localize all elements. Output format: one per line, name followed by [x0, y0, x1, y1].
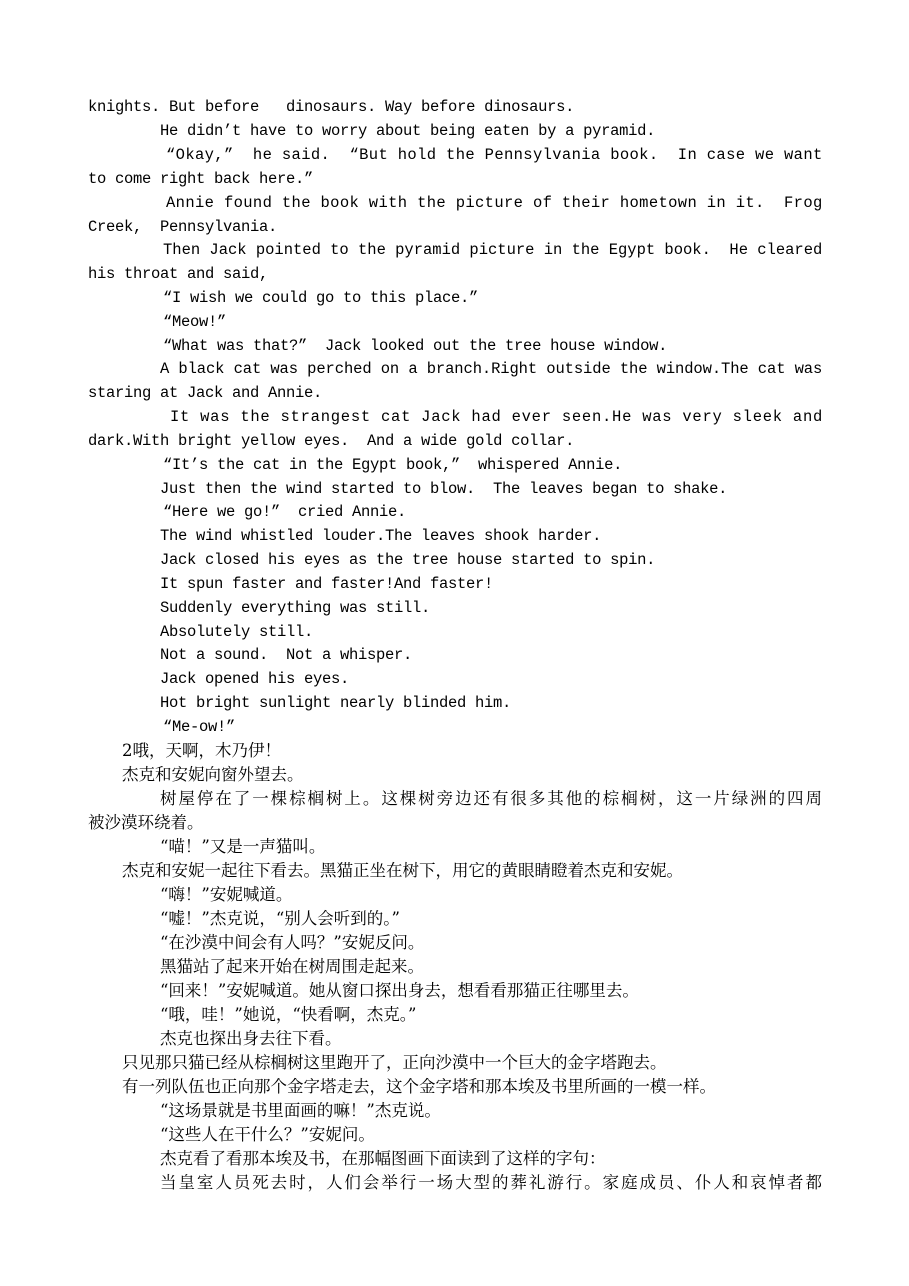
- text-line: 只见那只猫已经从棕榈树这里跑开了，正向沙漠中一个巨大的金字塔跑去。: [122, 1053, 667, 1072]
- text-line: “Meow!”: [163, 313, 227, 331]
- text-line: 有一列队伍也正向那个金字塔走去，这个金字塔和那本埃及书里所画的一模一样。: [122, 1077, 716, 1096]
- text-line: “I wish we could go to this place.”: [163, 289, 479, 307]
- text-line: Just then the wind started to blow. The leaves began to shake.: [160, 480, 728, 498]
- text-line: Jack opened his eyes.: [160, 670, 350, 688]
- text-line: He didn’t have to worry about being eaten by a pyramid.: [160, 122, 656, 140]
- text-line: “Okay,” he said. “But hold the Pennsylvania book. In case we want: [166, 146, 823, 164]
- text-line: “What was that?” Jack looked out the tree house window.: [163, 337, 668, 355]
- text-line: “嗨！”安妮喊道。: [160, 885, 293, 904]
- text-line: 杰克看了看那本埃及书，在那幅图画下面读到了这样的字句：: [160, 1149, 606, 1168]
- text-line: Not a sound. Not a whisper.: [160, 646, 413, 664]
- text-line: Jack closed his eyes as the tree house started to spin.: [160, 551, 656, 569]
- text-line: “Here we go!” cried Annie.: [163, 503, 407, 521]
- text-line: “这些人在干什么？”安妮问。: [160, 1125, 375, 1144]
- text-line: A black cat was perched on a branch.Right outside the window.The cat was: [160, 360, 823, 378]
- text-line: The wind whistled louder.The leaves shook harder.: [160, 527, 602, 545]
- text-line: staring at Jack and Annie.: [88, 384, 323, 402]
- text-line: Creek, Pennsylvania.: [88, 218, 278, 236]
- text-line: “喵！”又是一声猫叫。: [160, 837, 326, 856]
- text-line: his throat and said,: [88, 265, 269, 283]
- text-line: Hot bright sunlight nearly blinded him.: [160, 694, 512, 712]
- text-line: “这场景就是书里面画的嘛！”杰克说。: [160, 1101, 441, 1120]
- text-line: Then Jack pointed to the pyramid picture in the Egypt book. He cleared: [163, 241, 823, 259]
- text-line: “嘘！”杰克说，“别人会听到的。”: [160, 909, 400, 928]
- text-line: 当皇室人员死去时，人们会举行一场大型的葬礼游行。家庭成员、仆人和哀悼者都: [160, 1173, 824, 1192]
- text-line: knights. But before dinosaurs. Way before dinosaurs.: [88, 98, 575, 116]
- text-line: “回来！”安妮喊道。她从窗口探出身去，想看看那猫正往哪里去。: [160, 981, 639, 1000]
- text-line: It spun faster and faster!And faster!: [160, 575, 494, 593]
- text-line: dark.With bright yellow eyes. And a wide gold collar.: [88, 432, 575, 450]
- text-line: 2哦，天啊，木乃伊！: [122, 741, 281, 760]
- text-line: 杰克和安妮一起往下看去。黑猫正坐在树下，用它的黄眼睛瞪着杰克和安妮。: [122, 861, 683, 880]
- text-line: “在沙漠中间会有人吗？”安妮反问。: [160, 933, 425, 952]
- text-line: Suddenly everything was still.: [160, 599, 431, 617]
- text-line: Annie found the book with the picture of their hometown in it. Frog: [166, 194, 823, 212]
- text-line: 黑猫站了起来开始在树周围走起来。: [160, 957, 424, 976]
- text-line: “哦，哇！”她说，“快看啊，杰克。”: [160, 1005, 417, 1024]
- text-line: 被沙漠环绕着。: [88, 813, 204, 832]
- text-line: Absolutely still.: [160, 623, 314, 641]
- text-line: 杰克和安妮向窗外望去。: [122, 765, 304, 784]
- text-line: to come right back here.”: [88, 170, 314, 188]
- text-line: “Me-ow!”: [163, 718, 236, 736]
- text-line: 树屋停在了一棵棕榈树上。这棵树旁边还有很多其他的棕榈树，这一片绿洲的四周: [160, 789, 824, 808]
- text-line: It was the strangest cat Jack had ever seen.He was very sleek and: [170, 408, 824, 426]
- text-line: “It’s the cat in the Egypt book,” whispered Annie.: [163, 456, 623, 474]
- text-line: 杰克也探出身去往下看。: [160, 1029, 342, 1048]
